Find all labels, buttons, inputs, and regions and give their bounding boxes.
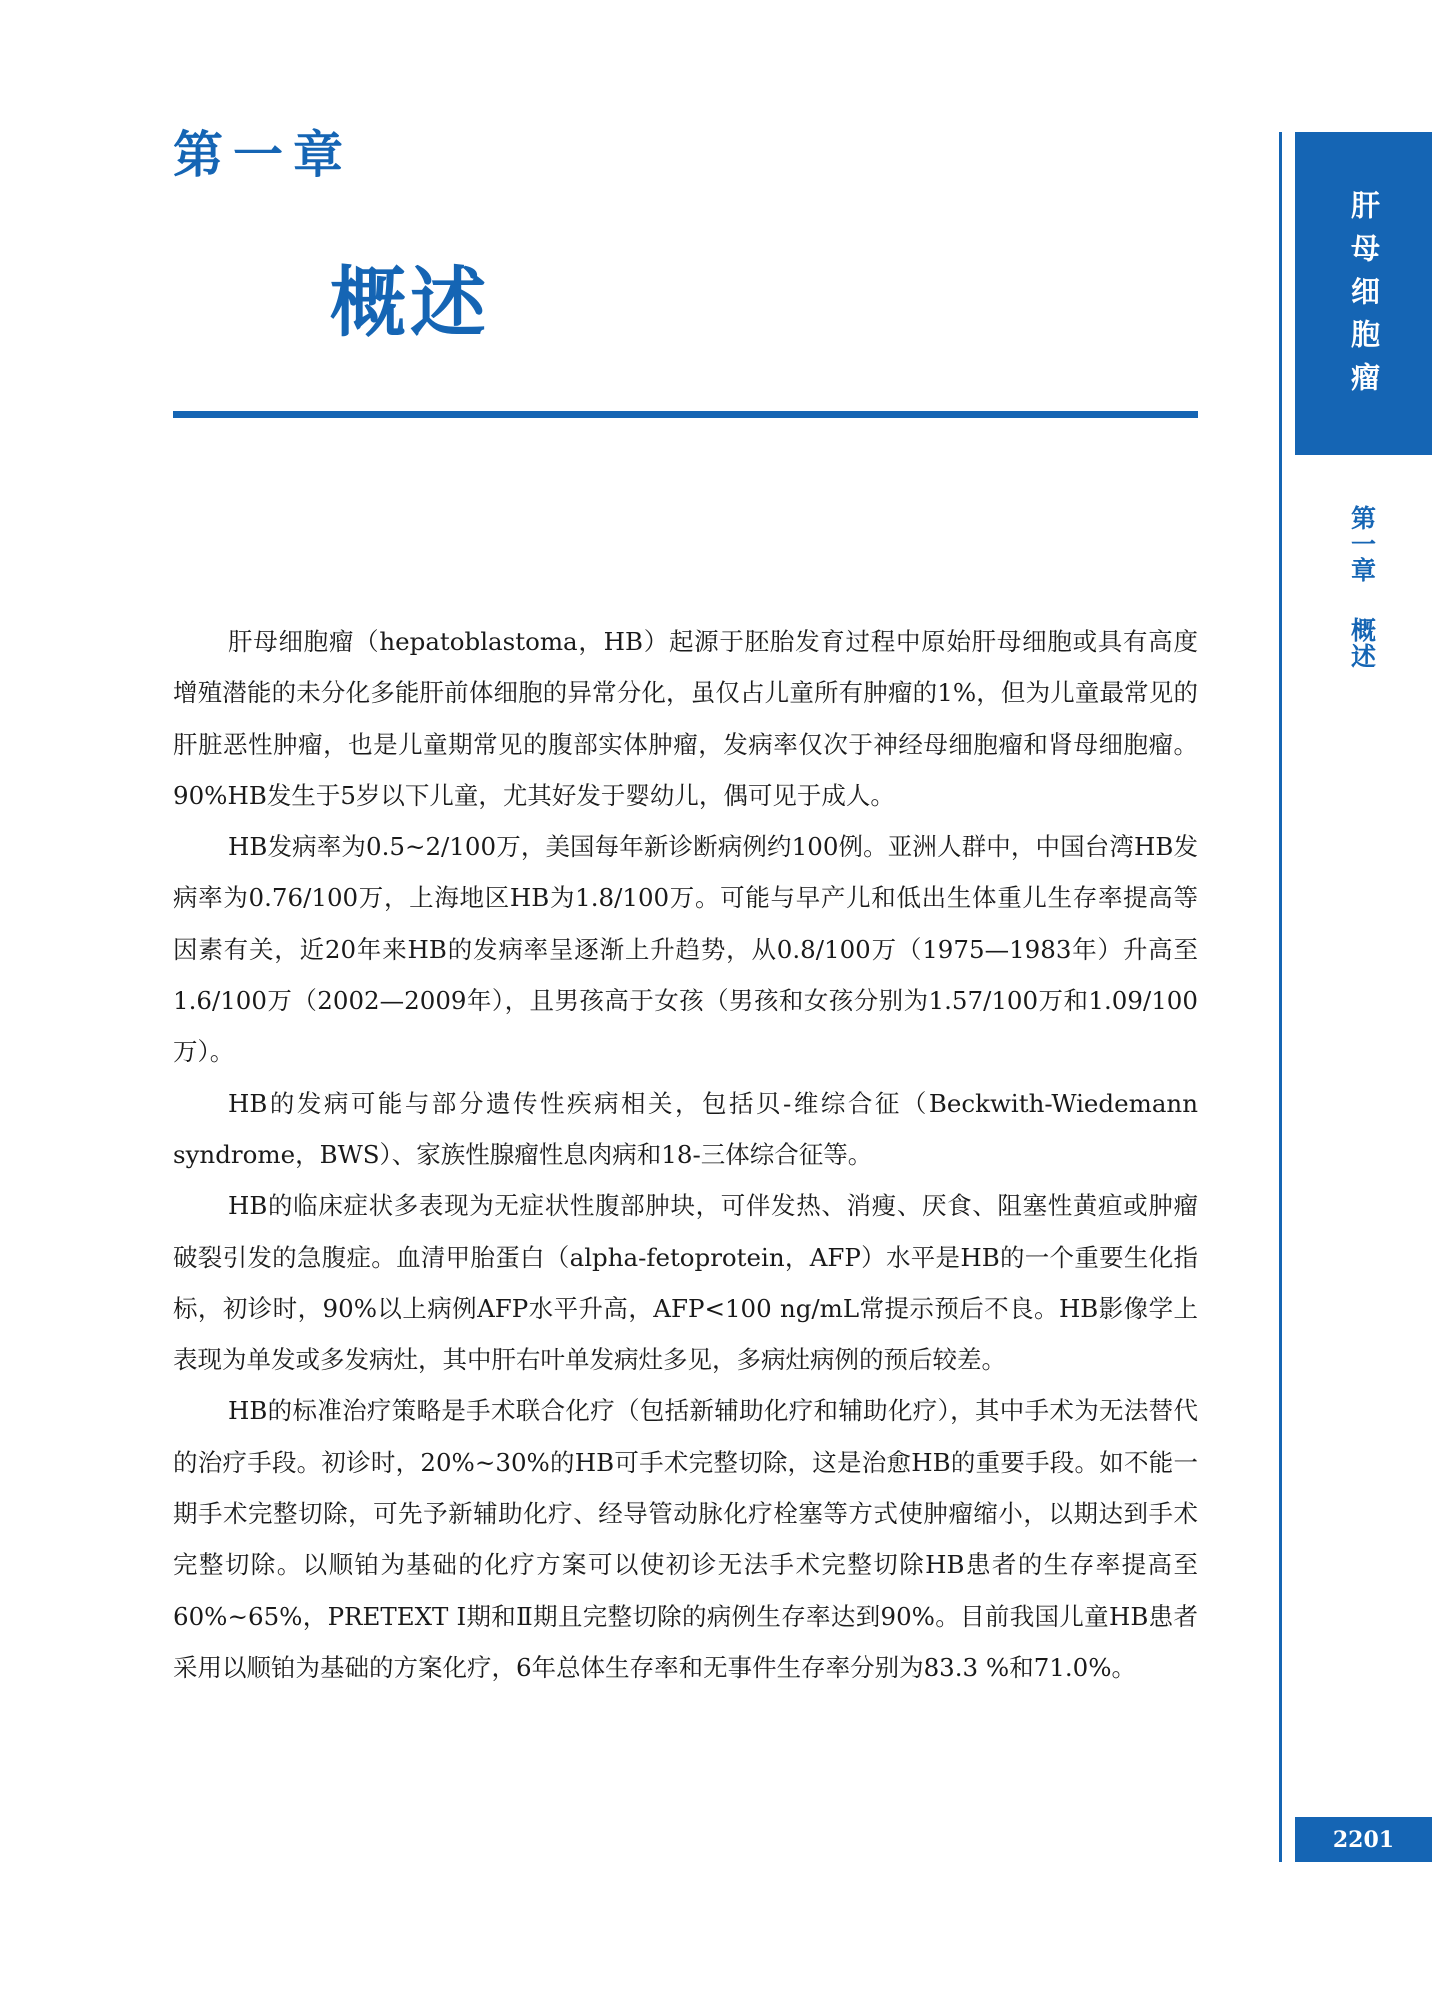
title-divider (173, 411, 1198, 418)
sidebar-chapter (1340, 505, 1384, 669)
page-number (1295, 1817, 1432, 1862)
paragraph-incidence: HB发病率为0.5~2/100万，美国每年新诊断病例约100例。亚洲人群中，中国台湾HB发病率为0.76/100万，上海地区HB为1.8/100万。可能与早产儿和低出生体重儿生存率提高等因素有关，近20年来HB的发病率呈逐渐上升趋势，从0.8/100万（1975—1983年）升高至1.6/100万（2002—2009年），且男孩高于女孩（男孩和女孩分别为1.57/100万和1.09/100万）。 (173, 832, 1198, 1067)
paragraph-intro: 肝母细胞瘤（hepatoblastoma，HB）起源于胚胎发育过程中原始肝母细胞或具有高度增殖潜能的未分化多能肝前体细胞的异常分化，虽仅占儿童所有肿瘤的1%，但为儿童最常见的肝脏恶性肿瘤，也是儿童期常见的腹部实体肿瘤，发病率仅次于神经母细胞瘤和肾母细胞瘤。90%HB发生于5岁以下儿童，尤其好发于婴幼儿，偶可见于成人。 (173, 627, 1198, 810)
paragraph-symptoms: HB的临床症状多表现为无症状性腹部肿块，可伴发热、消瘦、厌食、阻塞性黄疸或肿瘤破裂引发的急腹症。血清甲胎蛋白（alpha-fetoprotein，AFP）水平是HB的一个重要生化指标，初诊时，90%以上病例AFP水平升高，AFP<100 ng/mL常提示预后不良。HB影像学上表现为单发或多发病灶，其中肝右叶单发病灶多见，多病灶病例的预后较差。 (173, 1191, 1198, 1375)
sidebar-book-title: 肝母细胞瘤 (1347, 190, 1381, 405)
paragraph-treatment: HB的标准治疗策略是手术联合化疗（包括新辅助化疗和辅助化疗），其中手术为无法替代的治疗手段。初诊时，20%~30%的HB可手术完整切除，这是治愈HB的重要手段。如不能一期手术完整切除，可先予新辅助化疗、经导管动脉化疗栓塞等方式使肿瘤缩小，以期达到手术完整切除。以顺铂为基础的化疗方案可以使初诊无法手术完整切除HB患者的生存率提高至60%~65%，PRETEXT Ⅰ期和Ⅱ期且完整切除的病例生存率达到90%。目前我国儿童HB患者采用以顺铂为基础的方案化疗，6年总体生存率和无事件生存率分别为83.3 %和71.0%。 (173, 1396, 1198, 1682)
paragraph-genetics: HB的发病可能与部分遗传性疾病相关，包括贝-维综合征（Beckwith-Wiedemann syndrome，BWS）、家族性腺瘤性息肉病和18-三体综合征等。 (173, 1088, 1198, 1169)
chapter-label: 第一章 (173, 126, 353, 184)
page-number-text: 2201 (1332, 1826, 1395, 1853)
sidebar-rule (1279, 132, 1282, 1862)
sidebar-chapter-title: 概述 (1347, 617, 1377, 669)
sidebar-book-title-box (1295, 132, 1432, 455)
sidebar-chapter-label: 第一章 (1347, 505, 1377, 583)
body-text (173, 616, 1198, 1693)
chapter-title: 概述 (330, 258, 490, 347)
